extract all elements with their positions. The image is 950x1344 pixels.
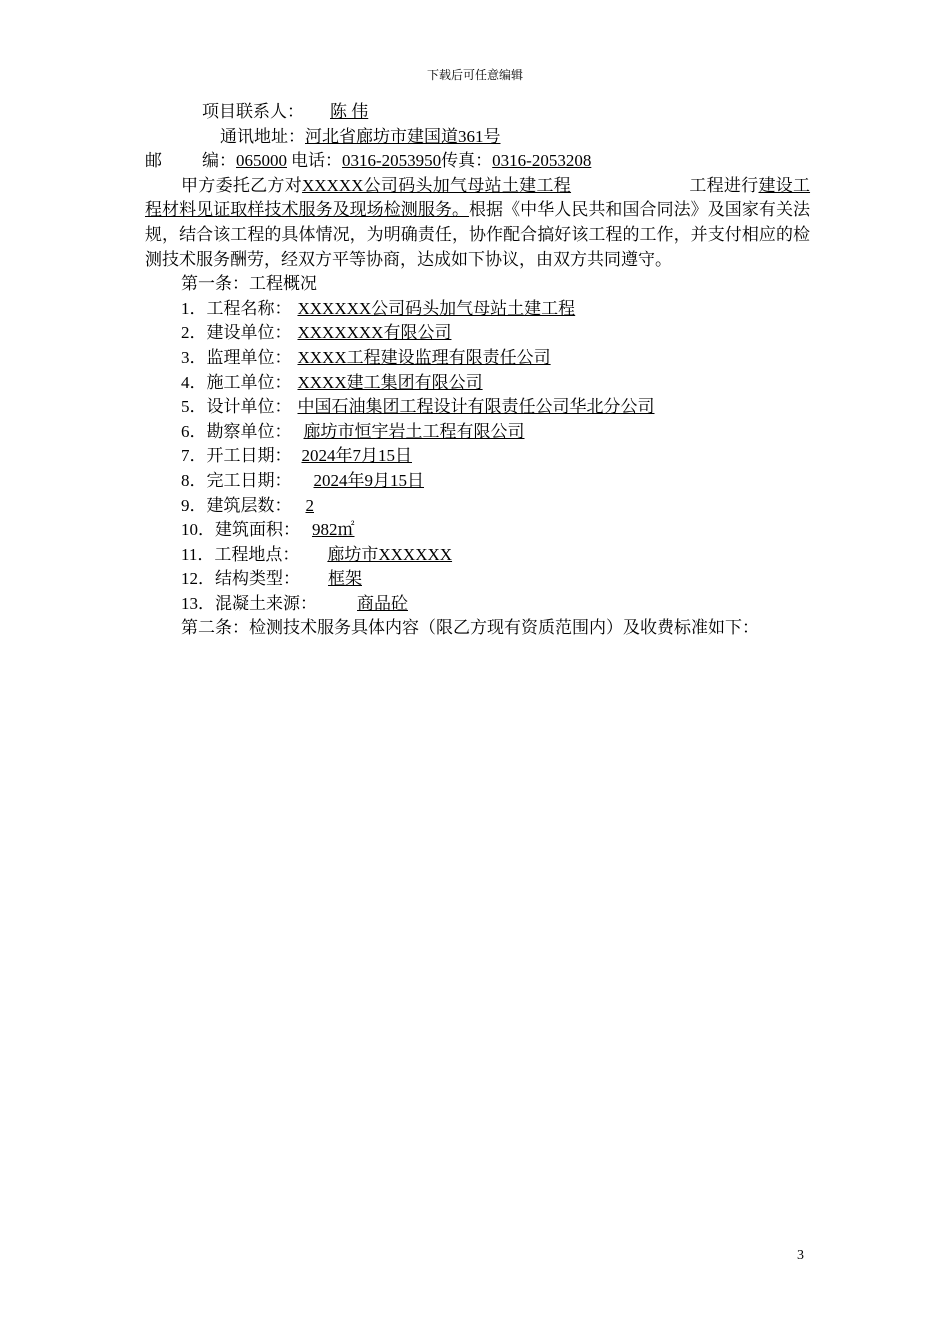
item-value: 商品砼 <box>357 593 408 613</box>
item-start-date: 7．开工日期： 2024年7月15日 <box>145 444 810 469</box>
item-construction-unit: 2．建设单位： XXXXXXX有限公司 <box>145 321 810 346</box>
intro-paragraph <box>145 174 810 272</box>
page-header: 下载后可任意编辑 <box>426 68 523 82</box>
intro-text-3: 根据《中华人民共和国合同法》及国家有关法规，结合该工程的具体情况，为明确责任，协作配合搞好该工程的工作，并支付相应的检测技术服务酬劳，经双方平等协商，达成如下协议，由双方共同遵守。 <box>145 200 810 269</box>
zip-value: 065000 <box>236 151 287 171</box>
item-contractor-unit: 4．施工单位： XXXX建工集团有限公司 <box>145 371 810 396</box>
article1-title: 第一条：工程概况 <box>181 274 317 294</box>
item-completion-date: 8．完工日期： 2024年9月15日 <box>145 469 810 494</box>
address-label: 通讯地址： <box>220 126 305 146</box>
item-value: 廊坊市XXXXXX <box>327 544 453 564</box>
item-value: 2024年9月15日 <box>313 470 424 490</box>
item-value: XXXXXX公司码头加气母站土建工程 <box>297 298 576 318</box>
address-value: 河北省廊坊市建国道361号 <box>305 126 501 146</box>
item-concrete-source: 13．混凝土来源： 商品砼 <box>145 592 810 617</box>
contact-person-value: 陈 伟 <box>330 102 369 121</box>
item-project-location: 11．工程地点： 廊坊市XXXXXX <box>145 543 810 568</box>
contact-person-line <box>145 100 810 125</box>
phone-value: 0316-2053950 <box>342 151 442 171</box>
fax-label: 传真： <box>441 151 493 171</box>
article2-text: 第二条：检测技术服务具体内容（限乙方现有资质范围内）及收费标准如下： <box>181 618 759 638</box>
document-body <box>145 100 810 641</box>
item-trailing-underline <box>657 422 675 441</box>
item-value: 廊坊市恒宇岩土工程有限公司 <box>303 421 525 441</box>
intro-text-1: 甲方委托乙方对 <box>181 175 302 195</box>
item-floor-area: 10．建筑面积： 982㎡ <box>145 518 810 543</box>
address-underline <box>305 127 561 146</box>
contact-person-underline <box>304 102 486 121</box>
item-design-unit: 5．设计单位： 中国石油集团工程设计有限责任公司华北分公司 <box>181 397 655 417</box>
item-project-name: 1．工程名称： XXXXXX公司码头加气母站土建工程 <box>145 297 810 322</box>
zip-label-part1: 邮 <box>145 151 162 171</box>
zip-label-part2: 编： <box>202 151 236 171</box>
item-value: 框架 <box>328 569 362 589</box>
item-value: XXXX工程建设监理有限责任公司 <box>297 347 551 367</box>
item-floors: 9．建筑层数： 2 <box>145 494 810 519</box>
item-value: XXXXXXX有限公司 <box>297 323 452 343</box>
address-line <box>145 125 810 150</box>
item-structure-type: 12．结构类型： 框架 <box>145 567 810 592</box>
zip-phone-fax-line <box>145 149 810 174</box>
item-supervision-unit: 3．监理单位： XXXX工程建设监理有限责任公司 <box>145 346 810 371</box>
item-survey-unit: 6．勘察单位： 廊坊市恒宇岩土工程有限公司 <box>145 420 810 445</box>
contact-person-label: 项目联系人： <box>202 102 304 121</box>
item-value: 982㎡ <box>312 520 355 540</box>
item-value: 2024年7月15日 <box>301 446 412 466</box>
intro-text-2: 工程进行 <box>689 175 759 195</box>
item-value: XXXX建工集团有限公司 <box>297 372 483 392</box>
page-number: 3 <box>797 1248 804 1263</box>
item-value: 中国石油集团工程设计有限责任公司华北分公司 <box>297 397 655 417</box>
fax-value: 0316-2053208 <box>492 151 592 171</box>
intro-service: 建设工程材料见证取样技术服务及现场检测服务。 <box>145 175 811 220</box>
phone-label: 电话： <box>291 151 342 171</box>
item-value: 2 <box>305 495 314 515</box>
intro-project-name: XXXXX公司码头加气母站土建工程 <box>301 175 572 195</box>
